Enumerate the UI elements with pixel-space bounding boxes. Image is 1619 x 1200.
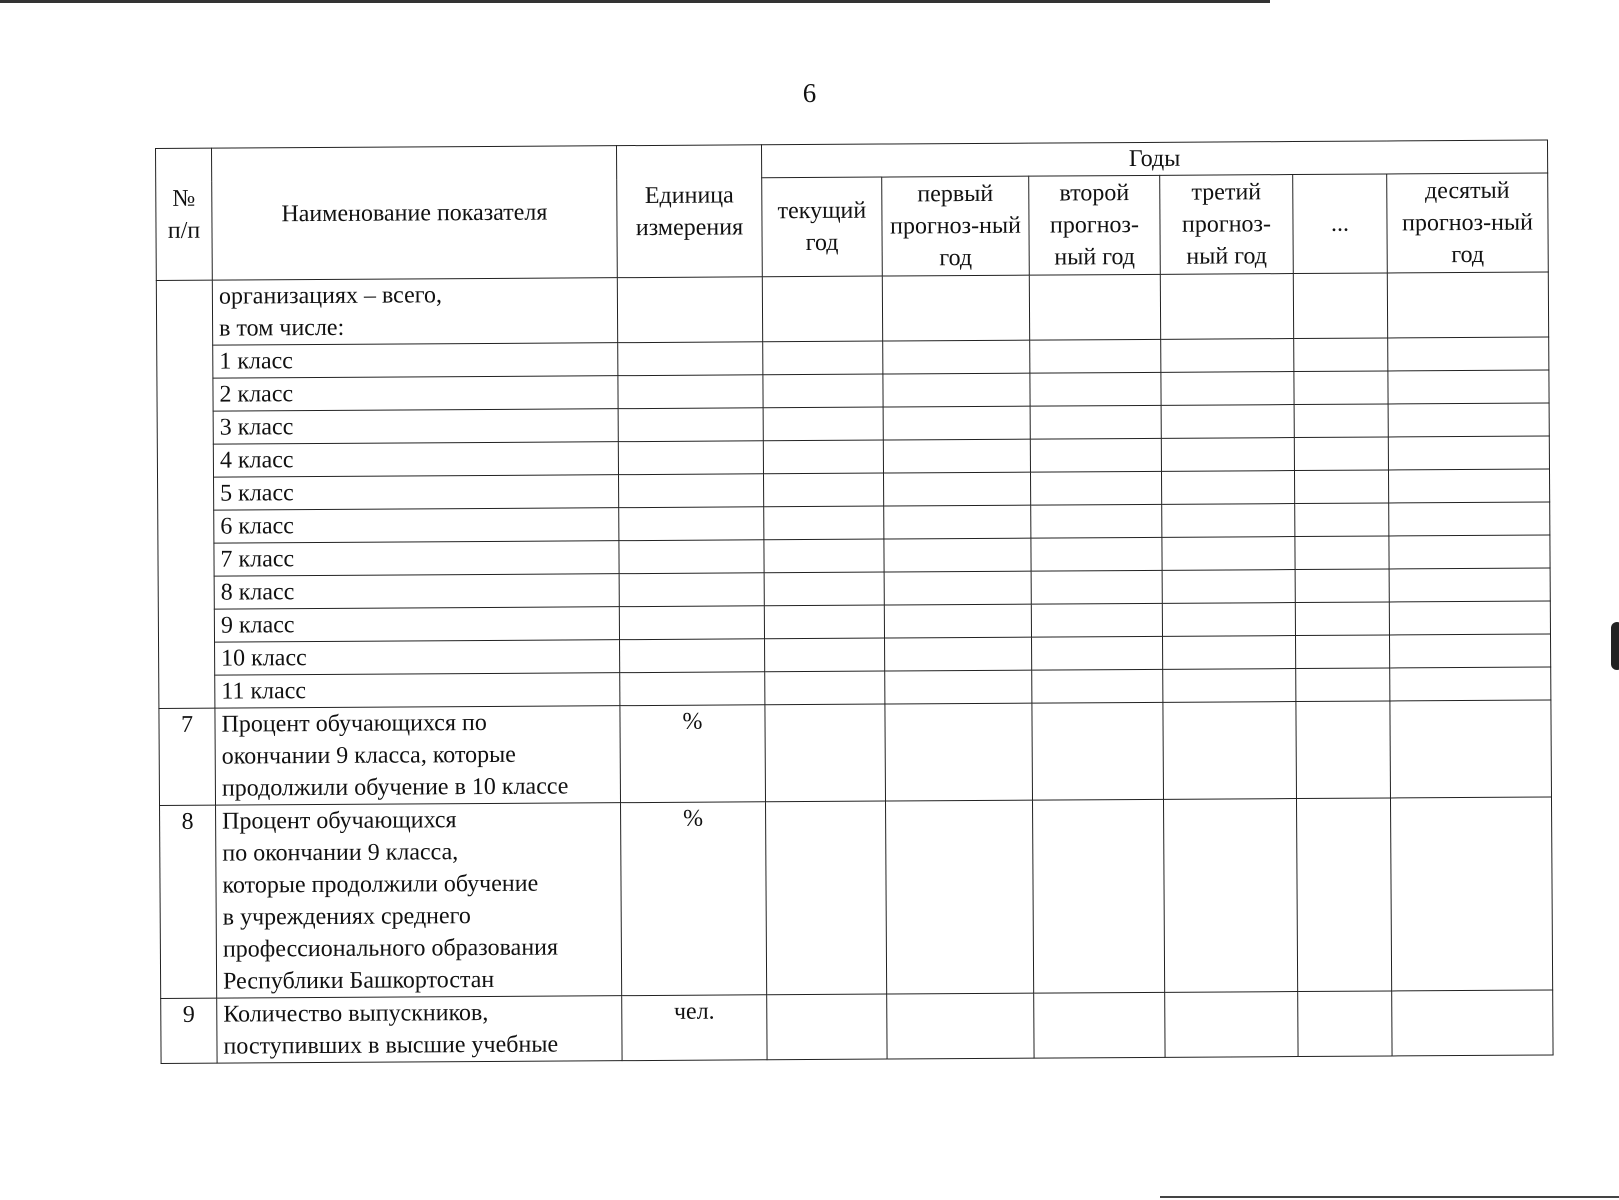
class-label: 4 класс xyxy=(213,442,618,477)
row-name-line: окончании 9 класса, которые xyxy=(221,741,516,770)
row-name-line: Количество выпускников, xyxy=(223,999,489,1028)
class-label: 3 класс xyxy=(213,409,618,444)
page-number: 6 xyxy=(802,78,817,108)
indicators-table xyxy=(155,139,1554,1063)
class-label: 8 класс xyxy=(214,574,619,609)
group-title-line: организациях – всего, xyxy=(218,282,443,310)
group-title-line: в том числе: xyxy=(219,314,345,342)
header-year-3: третий прогноз-ный год xyxy=(1160,175,1294,275)
row-name xyxy=(217,996,622,1063)
header-unit: Единица измерения xyxy=(616,145,762,278)
row-name-line: Республики Башкортостан xyxy=(223,966,495,995)
row-name-line: которые продолжили обучение xyxy=(222,870,539,899)
row-num: 7 xyxy=(159,708,216,805)
class-label: 1 класс xyxy=(213,343,618,378)
header-year-2: второй прогноз-ный год xyxy=(1029,175,1161,275)
row-name-line: по окончании 9 класса, xyxy=(222,839,459,867)
row-name xyxy=(215,706,621,805)
row-name-line: в учреждениях среднего xyxy=(222,903,471,931)
class-label: 6 класс xyxy=(214,508,619,543)
class-label: 5 класс xyxy=(214,475,619,510)
row-name xyxy=(216,803,622,998)
row-name-line: Процент обучающихся по xyxy=(221,709,487,738)
header-year-ellipsis: ... xyxy=(1293,174,1388,274)
row-name-line: Процент обучающихся xyxy=(222,807,457,835)
table-row xyxy=(161,990,1553,1064)
table-row xyxy=(156,272,1548,346)
header-name: Наименование показателя xyxy=(212,146,618,280)
row-unit: % xyxy=(620,705,766,803)
class-label: 9 класс xyxy=(214,607,619,642)
row-unit: % xyxy=(621,802,767,996)
scan-edge-bottom xyxy=(1160,1196,1619,1198)
class-label: 11 класс xyxy=(215,673,620,708)
class-label: 2 класс xyxy=(213,376,618,411)
header-num: № п/п xyxy=(156,148,213,280)
header-year-current: текущий год xyxy=(762,177,883,277)
row-num: 8 xyxy=(160,805,217,998)
header-year-1: первый прогноз-ный год xyxy=(882,176,1030,276)
table-row xyxy=(159,700,1552,806)
header-years: Годы xyxy=(761,140,1547,178)
row-name xyxy=(212,278,617,345)
row-name-line: продолжили обучение в 10 классе xyxy=(221,773,569,802)
row-num-empty xyxy=(156,280,215,708)
binding-mark xyxy=(1611,622,1619,670)
row-name-line: профессионального образования xyxy=(222,934,559,963)
class-label: 7 класс xyxy=(214,541,619,576)
row-unit: чел. xyxy=(622,995,767,1061)
row-num: 9 xyxy=(161,998,217,1063)
class-label: 10 класс xyxy=(215,640,620,675)
scan-edge-top xyxy=(0,0,1270,3)
table-row xyxy=(160,797,1553,998)
header-year-10: десятый прогноз-ный год xyxy=(1387,173,1549,273)
row-name-line: поступивших в высшие учебные xyxy=(223,1031,559,1060)
